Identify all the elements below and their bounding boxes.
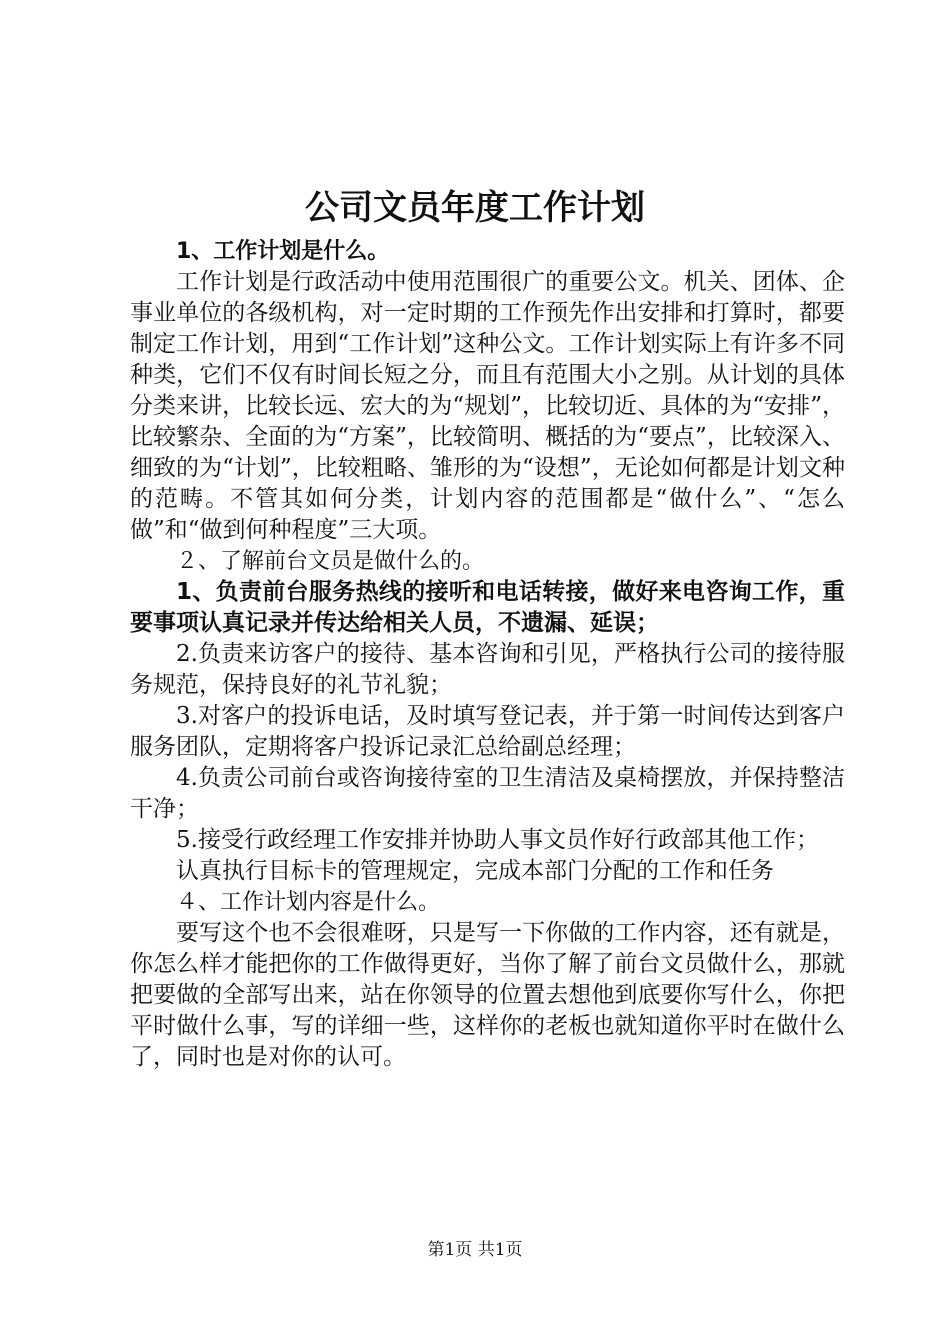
duty-item-3: 3.对客户的投诉电话，及时填写登记表，并于第一时间传达到客户服务团队，定期将客户投诉记录汇总给副总经理； (130, 703, 845, 760)
duty-item-1: 1、负责前台服务热线的接听和电话转接，做好来电咨询工作，重要事项认真记录并传达给相关人员，不遗漏、延误； (130, 579, 845, 636)
duty-item-6: 认真执行目标卡的管理规定，完成本部门分配的工作和任务 (176, 858, 774, 884)
document-title: 公司文员年度工作计划 (305, 188, 645, 228)
heading-2: ２、了解前台文员是做什么的。 (176, 549, 485, 574)
paragraph-intro: 工作计划是行政活动中使用范围很广的重要公文。机关、团体、企事业单位的各级机构，对一定时期的工作预先作出安排和打算时，都要制定工作计划，用到“工作计划”这种公文。工作计划实际上有许多不同种类，它们不仅有时间长短之分，而且有范围大小之别。从计划的具体分类来讲，比较长远、宏大的为“规划”，比较切近、具体的为“安排”，比较繁杂、全面的为“方案”，比较简明、概括的为“要点”，比较深入、细致的为“计划”，比较粗略、雏形的为“设想”，无论如何都是计划文种的范畴。不管其如何分类，计划内容的范围都是“做什么”、“怎么做”和“做到何种程度”三大项。 (130, 269, 845, 543)
duty-item-5: 5.接受行政经理工作安排并协助人事文员作好行政部其他工作； (176, 827, 819, 853)
page-number-footer: 第1页 共1页 (427, 1240, 523, 1260)
heading-1: 1、工作计划是什么。 (176, 239, 390, 264)
document-body (130, 236, 845, 1073)
paragraph-conclusion: 要写这个也不会很难呀，只是写一下你做的工作内容，还有就是，你怎么样才能把你的工作做得更好，当你了解了前台文员做什么，那就把要做的全部写出来，站在你领导的位置去想他到底要你写什么，你把平时做什么事，写的详细一些，这样你的老板也就知道你平时在做什么了，同时也是对你的认可。 (130, 920, 845, 1070)
heading-4: ４、工作计划内容是什么。 (176, 890, 441, 915)
duty-item-2: 2.负责来访客户的接待、基本咨询和引见，严格执行公司的接待服务规范，保持良好的礼节礼貌； (130, 641, 845, 698)
duty-item-4: 4.负责公司前台或咨询接待室的卫生清洁及桌椅摆放，并保持整洁干净； (130, 765, 845, 822)
